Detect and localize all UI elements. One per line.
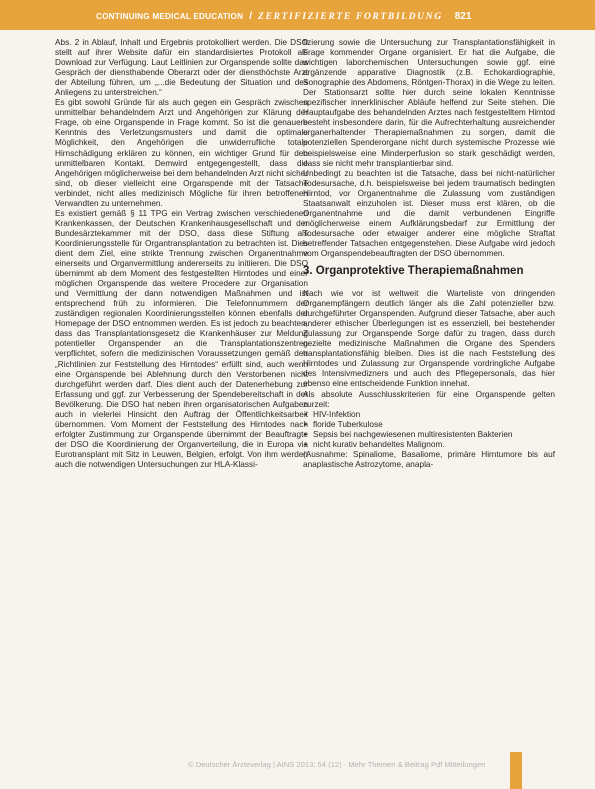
- header-separator: /: [249, 10, 252, 22]
- right-text-column: [303, 38, 555, 470]
- left-text-column: [55, 38, 308, 470]
- section-heading: 3. Organprotektive Therapiemaßnahmen: [303, 265, 524, 278]
- list-item: • HIV-Infektion: [313, 410, 555, 420]
- footer-credit: © Deutscher Ärzteverlag | AINS 2013; 54 (12) · Mehr Themen & Beitrag Pdf Mitteilungen: [188, 760, 486, 769]
- paragraph: Als absolute Ausschlusskriterien für eine Organspende gelten zurzeit:: [303, 389, 555, 409]
- running-header: [96, 9, 471, 23]
- paragraph: (Ausnahme: Spinaliome, Basaliome, primäre Hirntumore bis auf anaplastische Astrozytome, anapla-: [303, 449, 555, 469]
- page-number: 821: [454, 10, 472, 22]
- header-section-label: CONTINUING MEDICAL EDUCATION: [96, 11, 244, 21]
- paragraph: fizierung sowie die Untersuchung zur Transplantationsfähigkeit in Frage kommender Organe organisiert. Er hat die Aufgabe, die wichtigen laborchemischen Untersuchungen sowie ggf. eine ergänzende apparative Diagnostik (z.B. Echokardiographie, Sonographie des Abdomens, Röntgen-Thorax) in die Wege zu leiten. Der Stationsarzt sollte hier durch seine lokalen Kenntnisse spezifischer innerklinischer Abläufe helfend zur Seite stehen. Die Hauptaufgabe des behandelnden Arztes nach festgestelltem Hirntod besteht insbesondere darin, für die Aufrechterhaltung ausreichender organerhaltender Therapiemaßnahmen zu sorgen, damit die potenziellen Spenderorgane nicht durch systemische Prozesse wie beispielsweise eine Minderperfusion so stark geschädigt werden, dass sie nicht mehr transplantierbar sind.: [303, 38, 555, 168]
- list-item: • floride Tuberkulose: [313, 420, 555, 430]
- paragraph: Es existiert gemäß § 11 TPG ein Vertrag zwischen verschiedenen Krankenkassen, der Deutschen Krankenhausgesellschaft und der Bundesärztekammer mit der DSO, dass diese Stiftung als Koordinierungsstelle für Organtransplantation zu betrachten ist. Dies dient dem Ziel, eine strikte Trennung zwischen Organentnahme einerseits und Organvermittlung andererseits zu initiieren. Die DSO übernimmt ab dem Moment des festgestellten Hirntodes und einer möglichen Organspende das weitere Procedere zur Organisation und Vermittlung der dann notwendigen Maßnahmen und ist entsprechend früh zu informieren. Die Telefonnummern der zuständigen regionalen Koordinierungsstellen können ebenfalls der Homepage der DSO entnommen werden. Es ist jedoch zu beachten, dass das Transplantationsgesetz die Krankenhäuser zur Meldung potentieller Organspender an die Transplantationszentren verpflichtet, sofern die medizinischen Voraussetzungen gemäß den „Richtlinien zur Feststellung des Hirntodes“ erfüllt sind, auch wenn eine Organspende bei Ablehnung durch den Verstorbenen nicht durchgeführt werden darf. Dies dient auch der Datenerhebung zur Erfassung und ggf. zur Verbesserung der Spendebereitschaft in der Bevölkerung. Die DSO hat neben ihren organisatorischen Aufgaben auch in vielerlei Hinsicht den Auftrag der Öffentlichkeitsarbeit übernommen. Vom Moment der Feststellung des Hirntodes nach erfolgter Zustimmung zur Organspende übernimmt der Beauftragte der DSO die Koordinierung der Organverteilung, die in Europa via Eurotransplant mit Sitz in Leuwen, Belgien, erfolgt. Von ihm werden auch die notwendigen Untersuchungen zur HLA-Klassi-: [55, 208, 308, 469]
- paragraph: Unbedingt zu beachten ist die Tatsache, dass bei nicht-natürlicher Todesursache, d.h. beispielsweise bei jedem traumatisch bedingten Hirntod, vor Organentnahme die Zulassung vom zuständigen Staatsanwalt einzuholen ist. Dieser muss erst klären, ob die Organentnahme und die damit verbundenen Eingriffe möglicherweise einem Aufklärungsbedarf zur Ermittlung der Todesursache oder etwaiger anderer eine mögliche Straftat betreffender Tatsachen entgegenstehen. Diese Aufgabe wird jedoch vom Organspendebeauftragten der DSO übernommen.: [303, 168, 555, 258]
- list-item: • Sepsis bei nachgewiesenen multiresistenten Bakterien: [313, 430, 555, 440]
- page-edge-tab: [510, 752, 522, 789]
- header-subtitle: ZERTIFIZIERTE FORTBILDUNG: [258, 10, 443, 22]
- list-item: • nicht kurativ behandeltes Malignom.: [313, 440, 555, 450]
- paragraph: Nach wie vor ist weltweit die Warteliste von dringenden Organempfängern deutlich länger als die Zahl potenzieller bzw. durchgeführter Organspenden. Aufgrund dieser Tatsache, aber auch anderer ethischer Überlegungen ist es essenziell, bei bestehender Zulassung zur Organspende Sorge dafür zu tragen, dass durch gezielte medizinische Maßnahmen die Organe des Spenders transplantationsfähig bleiben. Dies ist die nach Feststellung des Hirntodes und Zulassung zur Organspende vordringliche Aufgabe des Intensivmedizners und auch des Pflegepersonals, das hier ebenso eine entscheidende Funktion innehat.: [303, 289, 555, 389]
- paragraph: Abs. 2 in Ablauf, Inhalt und Ergebnis protokolliert werden. Die DSO stellt auf ihrer Website dafür ein standardisiertes Protokoll als Download zur Verfügung. Laut Leitlinien zur Organspende sollte das Gespräch der diensthabende Oberarzt oder der diensthöchste Arzt der Abteilung führen, um „...die Bedeutung der Situation und des Anliegens zu unterstreichen.“: [55, 38, 308, 98]
- paragraph: Es gibt sowohl Gründe für als auch gegen ein Gespräch zwischen unmittelbar behandelndem Arzt und Angehörigen zur Klärung der Frage, ob eine Organspende in Frage kommt. So ist die genauere Kenntnis des Verletzungsmusters und damit die optimale Möglichkeit, den Angehörigen die unwiderrufliche totale Hirnschädigung erklären zu können, ein wichtiger Grund für den unmittelbaren Kontakt. Demwird entgegengestellt, dass die Angehörigen möglicherweise bei dem behandelnden Arzt nicht sicher sind, ob dieser vielleicht eine Organspende mit der Tatsache verbindet, nicht alles medizinisch Mögliche für ihren betroffenen Verwandten zu unternehmen.: [55, 98, 308, 208]
